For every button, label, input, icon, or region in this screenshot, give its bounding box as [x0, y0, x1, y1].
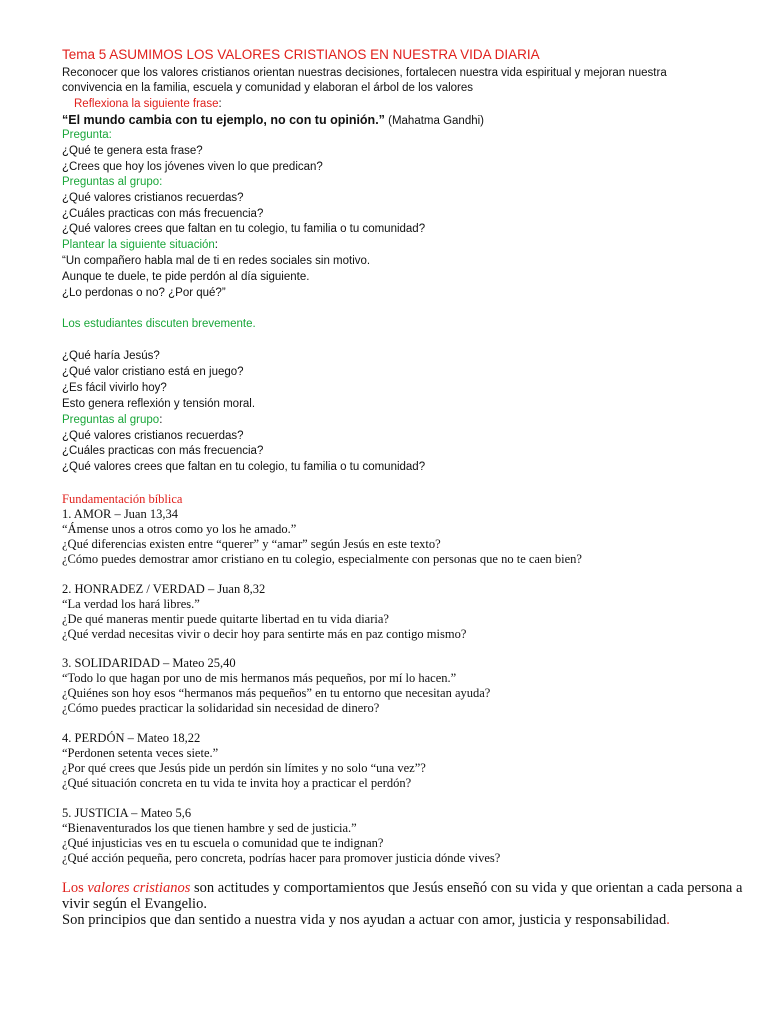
- intro-line: convivencia en la familia, escuela y comunidad y elaboran el árbol de los valores: [62, 82, 474, 94]
- intro-line: Reconocer que los valores cristianos orientan nuestras decisiones, fortalecen nuestra vida espiritual y mejoran nuestra: [62, 67, 667, 79]
- discuten-text: Los estudiantes discuten brevemente.: [62, 318, 256, 330]
- conclusion-text: Son principios que dan sentido a nuestra vida y nos ayudan a actuar con amor, justicia y responsabilidad: [62, 912, 667, 928]
- situacion-line: “Un compañero habla mal de ti en redes sociales sin motivo.: [62, 255, 371, 267]
- section-heading: 4. PERDÓN – Mateo 18,22: [62, 731, 201, 745]
- jesus-line: ¿Qué haría Jesús?: [62, 350, 160, 362]
- section-line: ¿Qué situación concreta en tu vida te invita hoy a practicar el perdón?: [62, 776, 412, 790]
- reflexiona-colon: :: [218, 98, 222, 110]
- situacion-label: Plantear la siguiente situación: [62, 239, 215, 251]
- grupo-item: ¿Qué valores crees que faltan en tu colegio, tu familia o tu comunidad?: [62, 223, 426, 235]
- pregunta-label: Pregunta:: [62, 129, 112, 141]
- grupo2-heading: [62, 414, 162, 426]
- conclusion-line: vivir según el Evangelio.: [62, 896, 207, 912]
- section-line: “Todo lo que hagan por uno de mis hermanos más pequeños, por mí lo hacen.”: [62, 671, 457, 685]
- quote-text: “El mundo cambia con tu ejemplo, no con tu opinión.”: [62, 113, 385, 127]
- section-line: ¿Qué diferencias existen entre “querer” y “amar” según Jesús en este texto?: [62, 537, 441, 551]
- situacion-line: ¿Lo perdonas o no? ¿Por qué?”: [62, 287, 226, 299]
- section-line: “La verdad los hará libres.”: [62, 597, 200, 611]
- jesus-line: Esto genera reflexión y tensión moral.: [62, 398, 256, 410]
- conclusion-period: .: [666, 912, 670, 928]
- reflexiona-label: Reflexiona la siguiente frase: [74, 98, 219, 110]
- section-line: “Bienaventurados los que tienen hambre y sed de justicia.”: [62, 821, 357, 835]
- document-title: Tema 5 ASUMIMOS LOS VALORES CRISTIANOS EN NUESTRA VIDA DIARIA: [62, 47, 540, 62]
- jesus-line: ¿Es fácil vivirlo hoy?: [62, 382, 167, 394]
- section-heading: 2. HONRADEZ / VERDAD – Juan 8,32: [62, 582, 266, 596]
- grupo2-colon: :: [159, 414, 163, 426]
- section-line: “Perdonen setenta veces siete.”: [62, 746, 219, 760]
- pregunta-item: ¿Crees que hoy los jóvenes viven lo que predican?: [62, 161, 323, 173]
- quote-line: [62, 113, 484, 127]
- section-line: ¿Qué injusticias ves en tu escuela o comunidad que te indignan?: [62, 836, 384, 850]
- situacion-heading: [62, 239, 218, 251]
- section-line: ¿De qué maneras mentir puede quitarte libertad en tu vida diaria?: [62, 612, 389, 626]
- section-line: ¿Por qué crees que Jesús pide un perdón sin límites y no solo “una vez”?: [62, 761, 426, 775]
- grupo-item: ¿Qué valores cristianos recuerdas?: [62, 430, 244, 442]
- situacion-line: Aunque te duele, te pide perdón al día siguiente.: [62, 271, 310, 283]
- situacion-colon: :: [214, 239, 218, 251]
- reflexiona-heading: [74, 98, 222, 110]
- grupo-item: ¿Qué valores crees que faltan en tu colegio, tu familia o tu comunidad?: [62, 461, 426, 473]
- grupo-item: ¿Cuáles practicas con más frecuencia?: [62, 208, 264, 220]
- conclusion-los: Los: [62, 880, 88, 896]
- section-line: ¿Cómo puedes demostrar amor cristiano en tu colegio, especialmente con personas que no te caen bien?: [62, 552, 582, 566]
- section-line: ¿Qué acción pequeña, pero concreta, podrías hacer para promover justicia dónde vives?: [62, 851, 501, 865]
- section-heading: 3. SOLIDARIDAD – Mateo 25,40: [62, 656, 236, 670]
- section-line: ¿Cómo puedes practicar la solidaridad sin necesidad de dinero?: [62, 701, 380, 715]
- section-heading: 5. JUSTICIA – Mateo 5,6: [62, 806, 192, 820]
- conclusion-rest: son actitudes y comportamientos que Jesús enseñó con su vida y que orientan a cada persona a: [190, 880, 743, 896]
- grupo2-label: Preguntas al grupo: [62, 414, 160, 426]
- conclusion-line: [62, 912, 670, 929]
- grupo-label: Preguntas al grupo:: [62, 176, 163, 188]
- section-heading: 1. AMOR – Juan 13,34: [62, 507, 178, 521]
- section-line: ¿Qué verdad necesitas vivir o decir hoy para sentirte más en paz contigo mismo?: [62, 627, 467, 641]
- section-line: “Ámense unos a otros como yo los he amado.”: [62, 522, 297, 536]
- pregunta-item: ¿Qué te genera esta frase?: [62, 145, 203, 157]
- jesus-line: ¿Qué valor cristiano está en juego?: [62, 366, 244, 378]
- conclusion-line: [62, 880, 742, 897]
- quote-author: (Mahatma Gandhi): [384, 115, 484, 127]
- grupo-item: ¿Qué valores cristianos recuerdas?: [62, 192, 244, 204]
- conclusion-valores: valores cristianos: [87, 880, 191, 896]
- grupo-item: ¿Cuáles practicas con más frecuencia?: [62, 445, 264, 457]
- fundamentacion-label: Fundamentación bíblica: [62, 492, 183, 506]
- section-line: ¿Quiénes son hoy esos “hermanos más pequeños” en tu entorno que necesitan ayuda?: [62, 686, 491, 700]
